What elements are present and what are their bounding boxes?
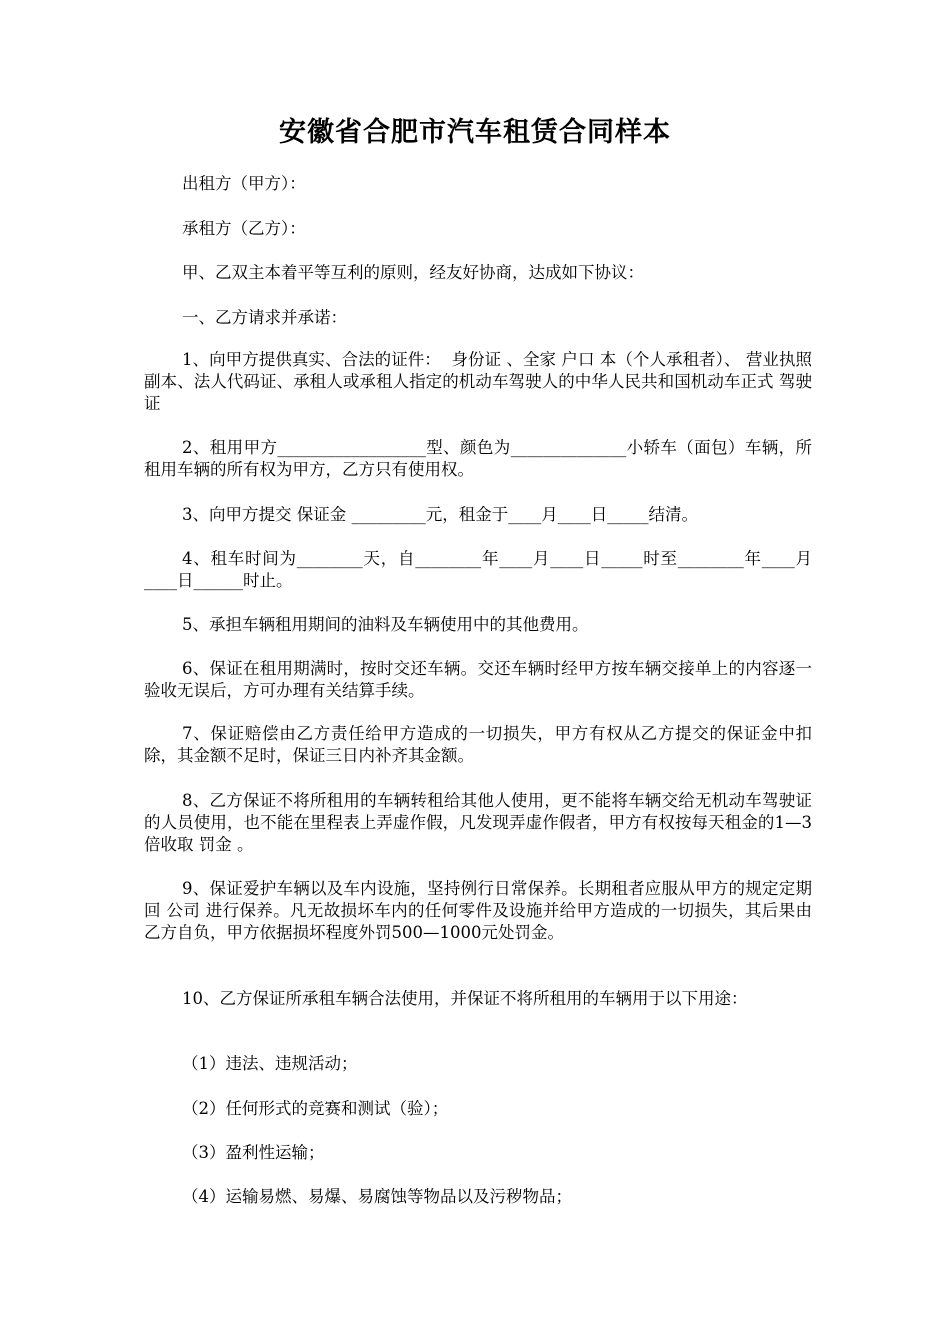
clause-6: 6、保证在租用期满时，按时交还车辆。交还车辆时经甲方按车辆交接单上的内容逐一验收无误后，方可办理有关结算手续。	[144, 659, 812, 700]
clause-4: 4、租车时间为________天，自________年____月____日_____时至________年____月____日______时止。	[144, 549, 812, 590]
lessee-line: 承租方（乙方）：	[182, 219, 306, 238]
section-heading-1: 一、乙方请求并承诺：	[182, 308, 347, 327]
use-restriction-3: （3）盈利性运输；	[182, 1143, 325, 1162]
clause-2: 2、租用甲方__________________型、颜色为______________小轿车（面包）车辆，所租用车辆的所有权为甲方，乙方只有使用权。	[144, 438, 812, 479]
clause-9: 9、保证爱护车辆以及车内设施，坚持例行日常保养。长期租者应服从甲方的规定定期回 公司 进行保养。凡无故损坏车内的任何零件及设施并给甲方造成的一切损失，其后果由乙方自负，甲方依据损坏程度外罚500—1000元处罚金。	[144, 879, 812, 942]
clause-3: 3、向甲方提交 保证金 _________元，租金于____月____日_____结清。	[182, 505, 698, 524]
use-restriction-4: （4）运输易燃、易爆、易腐蚀等物品以及污秽物品；	[182, 1187, 572, 1206]
clause-8: 8、乙方保证不将所租用的车辆转租给其他人使用，更不能将车辆交给无机动车驾驶证的人员使用，也不能在里程表上弄虚作假，凡发现弄虚作假者，甲方有权按每天租金的1—3倍收取 罚金 。	[144, 791, 812, 854]
lessor-line: 出租方（甲方）：	[182, 174, 306, 193]
use-restriction-1: （1）违法、违规活动；	[182, 1054, 358, 1073]
use-restriction-2: （2）任何形式的竞赛和测试（验）；	[182, 1099, 449, 1118]
clause-10: 10、乙方保证所承租车辆合法使用，并保证不将所租用的车辆用于以下用途：	[182, 989, 748, 1008]
clause-7: 7、保证赔偿由乙方责任给甲方造成的一切损失，甲方有权从乙方提交的保证金中扣除，其金额不足时，保证三日内补齐其金额。	[144, 724, 812, 765]
document-title: 安徽省合肥市汽车租赁合同样本	[279, 117, 671, 148]
clause-1: 1、向甲方提供真实、合法的证件： 身份证 、全家 户口 本（个人承租者）、 营业执照 副本、法人代码证、承租人或承租人指定的机动车驾驶人的中华人民共和国机动车正式 驾驶证	[144, 350, 818, 413]
clause-5: 5、承担车辆租用期间的油料及车辆使用中的其他费用。	[182, 615, 589, 634]
preamble: 甲、乙双主本着平等互利的原则，经友好协商，达成如下协议：	[182, 263, 644, 282]
